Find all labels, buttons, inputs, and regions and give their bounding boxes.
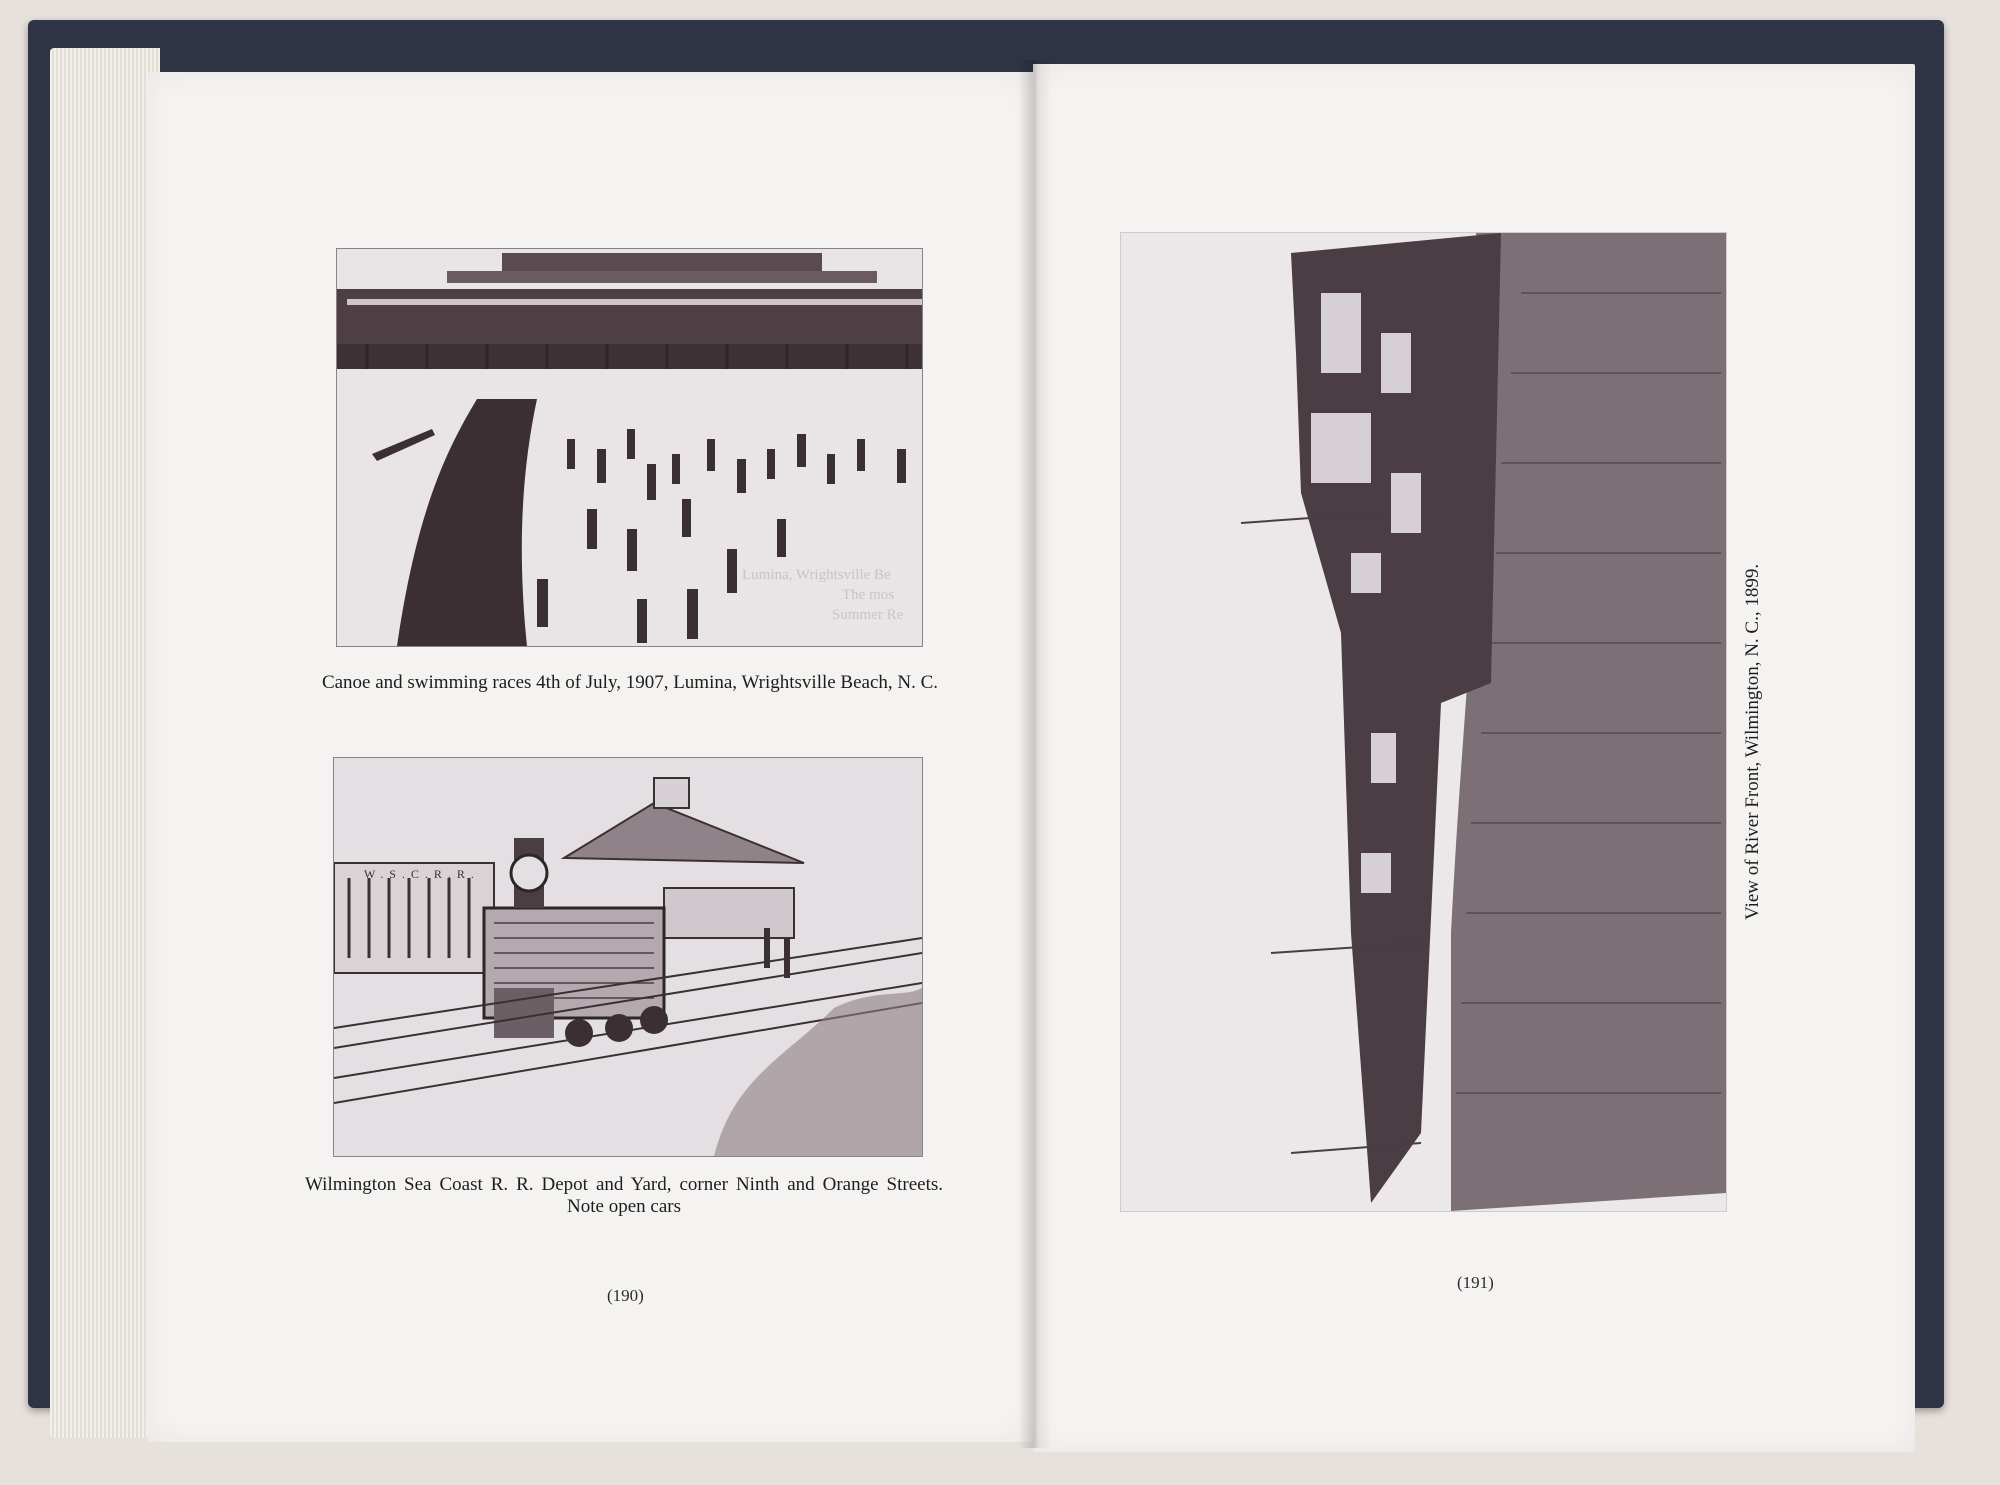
book-gutter — [1018, 60, 1052, 1448]
overlay-line-2: The mos — [842, 587, 895, 603]
photo-river-front — [1120, 232, 1727, 1212]
railroad-car-lettering: W.S.C.R.R. — [364, 867, 480, 881]
page-number-left: (190) — [607, 1286, 644, 1305]
caption-river-front: View of River Front, Wilmington, N. C., 1899. — [1742, 563, 1763, 920]
photo-railroad-depot — [333, 757, 923, 1157]
page-number-right: (191) — [1457, 1273, 1494, 1292]
caption-railroad-depot: Wilmington Sea Coast R. R. Depot and Yard, corner Ninth and Orange Streets. Note open cars — [305, 1174, 943, 1217]
page-edges — [50, 48, 160, 1438]
overlay-line-1: Lumina, Wrightsville Be — [742, 567, 891, 583]
caption-lumina-races: Canoe and swimming races 4th of July, 1907, Lumina, Wrightsville Beach, N. C. — [321, 672, 939, 693]
photo-lumina-races — [336, 248, 923, 647]
overlay-line-3: Summer Re — [832, 607, 904, 623]
